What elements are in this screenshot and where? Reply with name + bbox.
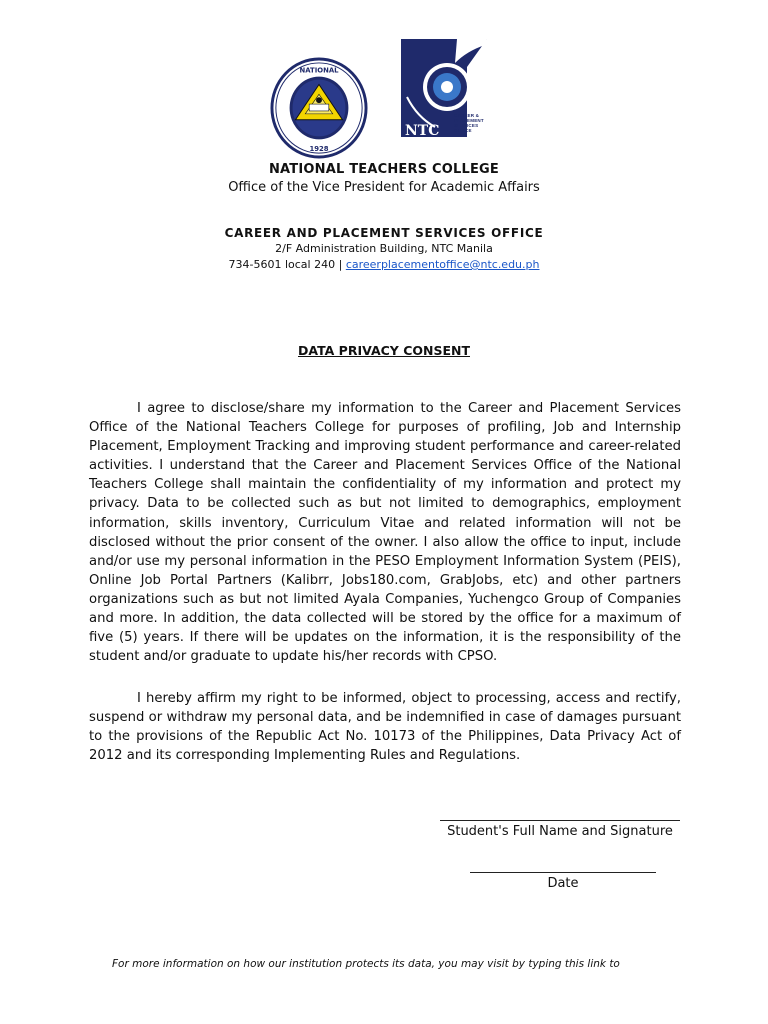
footer-note: For more information on how our institution protects its data, you may visit by typing this link to	[112, 958, 620, 970]
signature-label: Student's Full Name and Signature	[447, 824, 673, 839]
date-line	[470, 872, 656, 873]
cpso-logo-text-line: CAREER &	[454, 113, 480, 118]
consent-paragraph-1: I agree to disclose/share my information to the Career and Placement Services Office of the National Teachers College for purposes of profiling, Job and Internship Placement, Employment Tracking and improving student performance and career-related activities. I understand that the Career and Placement Services Office of the National Teachers College shall maintain the confidentiality of my information and protect my privacy. Data to be collected such as but not limited to demographics, employment information, skills inventory, Curriculum Vitae and related information will not be disclosed without the prior consent of the owner. I also allow the office to input, include and/or use my personal information in the PESO Employment Information System (PEIS), Online Job Portal Partners (Kalibrr, Jobs180.com, GrabJobs, etc) and other partners organizations such as but not limited Ayala Companies, Yuchengco Group of Companies and more. In addition, the data collected will be stored by the office for a maximum of five (5) years. If there will be updates on the information, it is the responsibility of the student and/or graduate to update his/her records with CPSO.	[89, 401, 681, 665]
contact-separator: |	[338, 258, 343, 271]
svg-text:1928: 1928	[309, 145, 329, 154]
contact-line	[0, 258, 768, 271]
college-name: NATIONAL TEACHERS COLLEGE	[268, 162, 500, 177]
office-address: 2/F Administration Building, NTC Manila	[275, 242, 493, 255]
ntc-seal-icon	[270, 57, 368, 160]
email-link[interactable]: careerplacementoffice@ntc.edu.ph	[345, 258, 540, 271]
consent-paragraph-2: I hereby affirm my right to be informed, object to processing, access and rectify, suspend or withdraw my personal data, and be indemnified in case of damages pursuant to the provisions of the Republic Act No. 10173 of the Philippines, Data Privacy Act of 2012 and its corresponding Implementing Rules and Regulations.	[89, 691, 681, 764]
cpso-logo-text-line: PLACEMENT	[454, 118, 484, 123]
date-label: Date	[547, 876, 579, 891]
cpso-logo-text-line: SERVICES	[454, 123, 479, 128]
header-logos	[0, 37, 768, 162]
office-name: Office of the Vice President for Academic Affairs	[228, 180, 540, 195]
phone-number: 734-5601 local 240	[228, 258, 336, 271]
cpso-name: CAREER AND PLACEMENT SERVICES OFFICE	[224, 226, 544, 240]
svg-text:NTC: NTC	[405, 123, 440, 139]
signature-line	[440, 820, 680, 821]
svg-text:NATIONAL: NATIONAL	[299, 66, 339, 75]
document-title: DATA PRIVACY CONSENT	[298, 343, 470, 358]
cpso-logo-text	[454, 113, 504, 133]
cpso-logo-text-line: OFFICE	[454, 128, 472, 133]
